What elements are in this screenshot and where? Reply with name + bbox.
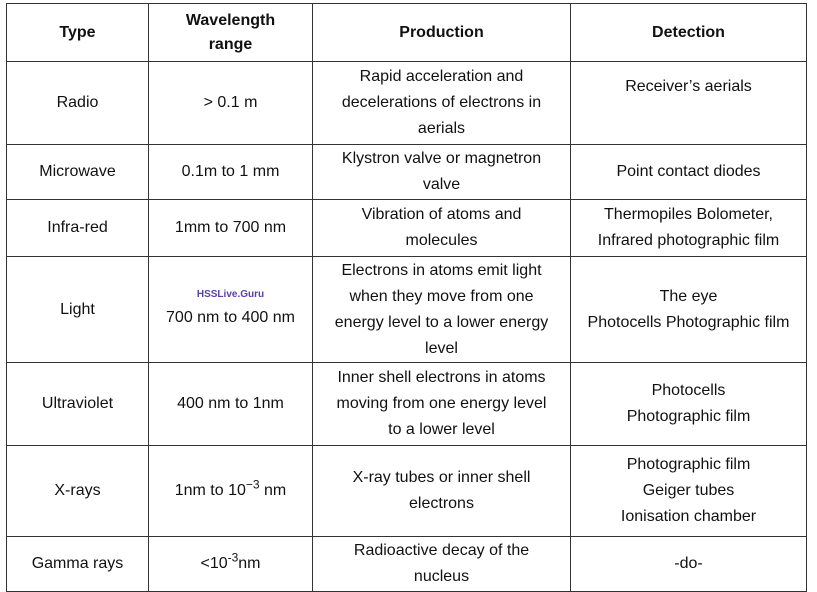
production-cell bbox=[313, 145, 571, 200]
wavelength-base: <10 bbox=[200, 555, 228, 572]
production-cell bbox=[313, 62, 571, 145]
production-cell bbox=[313, 200, 571, 257]
production-line: nucleus bbox=[413, 568, 470, 585]
production-line: valve bbox=[422, 176, 461, 193]
detection-line: -do- bbox=[674, 555, 703, 572]
production-line: Inner shell electrons in atoms bbox=[337, 369, 546, 386]
table-row bbox=[7, 200, 807, 257]
wavelength-cell: > 0.1 m bbox=[149, 62, 313, 145]
production-line: Rapid acceleration and bbox=[359, 68, 524, 85]
detection-line: Ionisation chamber bbox=[620, 508, 757, 525]
production-cell bbox=[313, 363, 571, 446]
detection-cell bbox=[571, 363, 807, 446]
wavelength-cell: 0.1m to 1 mm bbox=[149, 145, 313, 200]
production-line: Radioactive decay of the bbox=[353, 542, 530, 559]
header-production: Production bbox=[313, 4, 571, 62]
table-row bbox=[7, 145, 807, 200]
wavelength-cell: 1mm to 700 nm bbox=[149, 200, 313, 257]
detection-line: Thermopiles Bolometer, bbox=[604, 206, 773, 223]
production-line: to a lower level bbox=[388, 421, 495, 438]
production-line: energy level to a lower energy bbox=[334, 313, 549, 331]
header-row bbox=[7, 4, 807, 62]
header-type: Type bbox=[7, 4, 149, 62]
type-cell: X-rays bbox=[7, 446, 149, 537]
production-line: electrons bbox=[409, 495, 474, 512]
detection-cell bbox=[571, 537, 807, 592]
detection-line: Photocells Photographic film bbox=[587, 313, 790, 331]
table-row bbox=[7, 257, 807, 363]
detection-cell bbox=[571, 62, 807, 145]
wavelength-cell bbox=[149, 446, 313, 537]
production-line: aerials bbox=[417, 120, 466, 137]
detection-cell bbox=[571, 200, 807, 257]
detection-line: The eye bbox=[659, 287, 718, 305]
type-cell: Infra-red bbox=[7, 200, 149, 257]
detection-cell bbox=[571, 145, 807, 200]
detection-line: Infrared photographic film bbox=[597, 232, 780, 249]
table-row bbox=[7, 363, 807, 446]
type-cell: Ultraviolet bbox=[7, 363, 149, 446]
production-line: when they move from one bbox=[349, 287, 534, 305]
watermark: HSSLive.Guru bbox=[196, 288, 265, 300]
detection-line: Photographic film bbox=[626, 408, 751, 425]
production-cell bbox=[313, 537, 571, 592]
type-cell: Gamma rays bbox=[7, 537, 149, 592]
production-cell bbox=[313, 257, 571, 363]
wavelength-unit: nm bbox=[259, 482, 287, 499]
table-row bbox=[7, 62, 807, 145]
wavelength-unit: nm bbox=[238, 555, 261, 572]
table-row bbox=[7, 446, 807, 537]
production-line: X-ray tubes or inner shell bbox=[352, 469, 531, 486]
detection-cell bbox=[571, 446, 807, 537]
table-row bbox=[7, 537, 807, 592]
production-line: Klystron valve or magnetron bbox=[341, 150, 542, 167]
detection-line: Photographic film bbox=[626, 456, 751, 473]
production-line: Vibration of atoms and bbox=[361, 206, 522, 223]
type-cell: Radio bbox=[7, 62, 149, 145]
header-wavelength-line1: Wavelength bbox=[185, 11, 276, 29]
detection-line: Receiver’s aerials bbox=[625, 78, 752, 95]
type-cell: Light bbox=[7, 257, 149, 363]
wavelength-cell: 400 nm to 1nm bbox=[149, 363, 313, 446]
wavelength-base: 1nm to 10 bbox=[174, 482, 246, 499]
wavelength-cell bbox=[149, 537, 313, 592]
production-line: molecules bbox=[405, 232, 478, 249]
header-detection: Detection bbox=[571, 4, 807, 62]
wavelength-cell bbox=[149, 257, 313, 363]
detection-line: Photocells bbox=[651, 382, 726, 399]
production-line: Electrons in atoms emit light bbox=[341, 261, 542, 279]
detection-line: Geiger tubes bbox=[642, 482, 735, 499]
em-spectrum-table bbox=[6, 3, 807, 592]
production-cell bbox=[313, 446, 571, 537]
production-line: decelerations of electrons in bbox=[341, 94, 542, 111]
wavelength-exponent: −3 bbox=[245, 477, 260, 492]
detection-line: Point contact diodes bbox=[616, 163, 761, 180]
header-wavelength bbox=[149, 4, 313, 62]
production-line: moving from one energy level bbox=[336, 395, 547, 412]
header-wavelength-line2: range bbox=[208, 35, 253, 53]
production-line: level bbox=[425, 339, 458, 357]
wavelength-value: 700 nm to 400 nm bbox=[166, 308, 295, 326]
type-cell: Microwave bbox=[7, 145, 149, 200]
wavelength-exponent: -3 bbox=[227, 550, 239, 565]
detection-cell bbox=[571, 257, 807, 363]
